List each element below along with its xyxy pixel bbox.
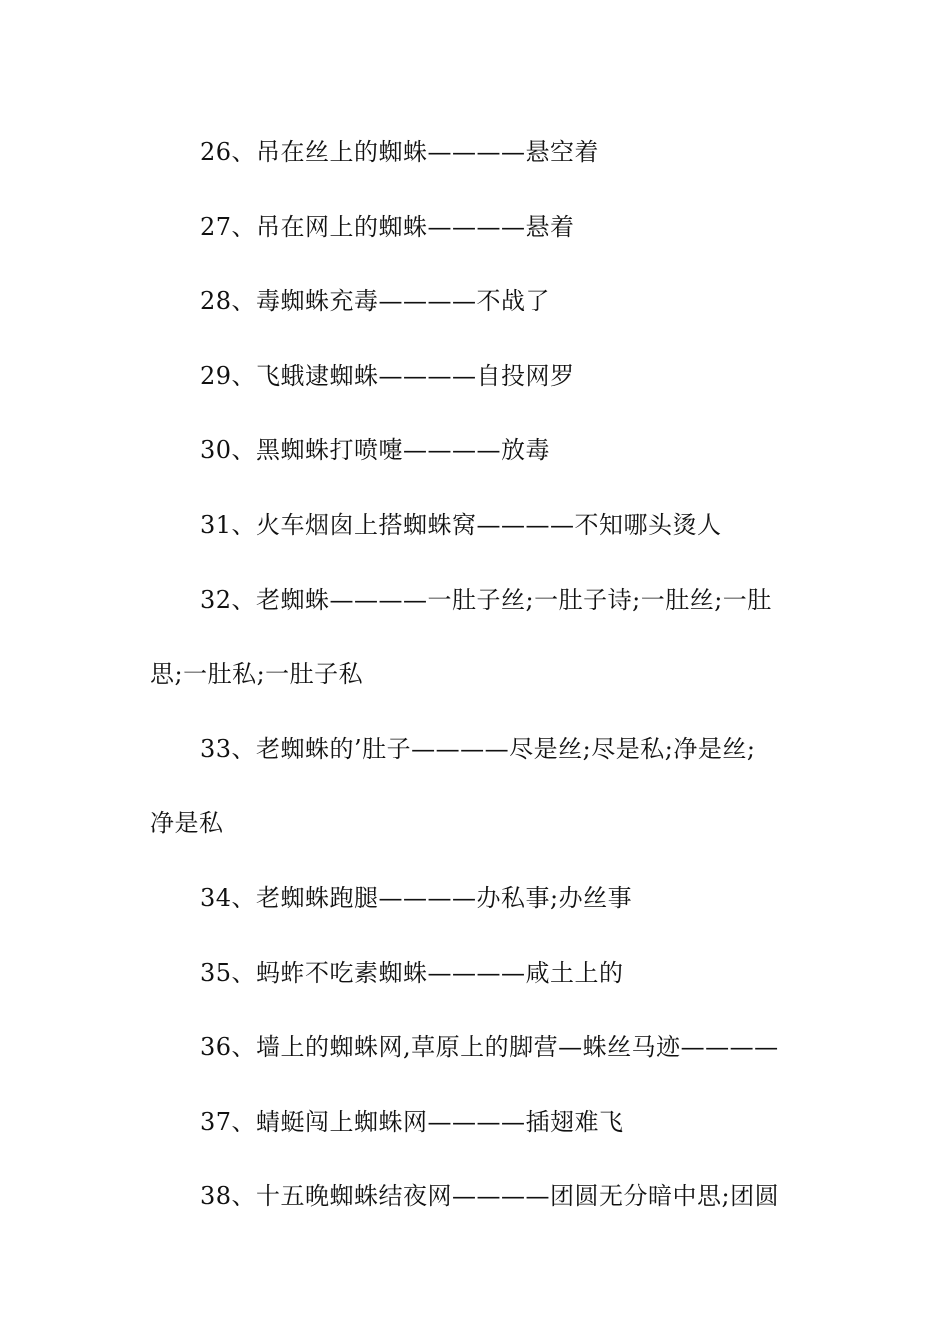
riddle-line-31: 31、火车烟囱上搭蜘蛛窝————不知哪头烫人	[200, 510, 722, 539]
riddle-line-26: 26、吊在丝上的蜘蛛————悬空着	[200, 138, 600, 166]
riddle-line-36: 36、墙上的蜘蛛网,草原上的脚营—蛛丝马迹————	[200, 1033, 779, 1062]
riddle-list	[150, 128, 802, 1247]
riddle-line-35: 35、蚂蚱不吃素蜘蛛————咸土上的	[200, 958, 624, 987]
riddle-line-38: 38、十五晚蜘蛛结夜网————团圆无分暗中思;团圆	[200, 1182, 780, 1211]
riddle-line-34: 34、老蜘蛛跑腿————办私事;办丝事	[200, 883, 633, 912]
riddle-line-37: 37、蜻蜓闯上蜘蛛网————插翅难飞	[200, 1107, 624, 1136]
riddle-line-33-continued: 净是私	[150, 809, 224, 838]
riddle-line-30: 30、黑蜘蛛打喷嚏————放毒	[200, 436, 551, 465]
riddle-line-27: 27、吊在网上的蜘蛛————悬着	[200, 212, 575, 241]
riddle-line-32-continued: 思;一肚私;一肚子私	[150, 660, 364, 689]
riddle-line-32: 32、老蜘蛛————一肚子丝;一肚子诗;一肚丝;一肚	[200, 585, 772, 614]
riddle-line-28: 28、毒蜘蛛充毒————不战了	[200, 287, 551, 316]
riddle-line-33: 33、老蜘蛛的’肚子————尽是丝;尽是私;净是丝;	[200, 734, 756, 763]
riddle-line-29: 29、飞蛾逮蜘蛛————自投网罗	[200, 361, 575, 390]
